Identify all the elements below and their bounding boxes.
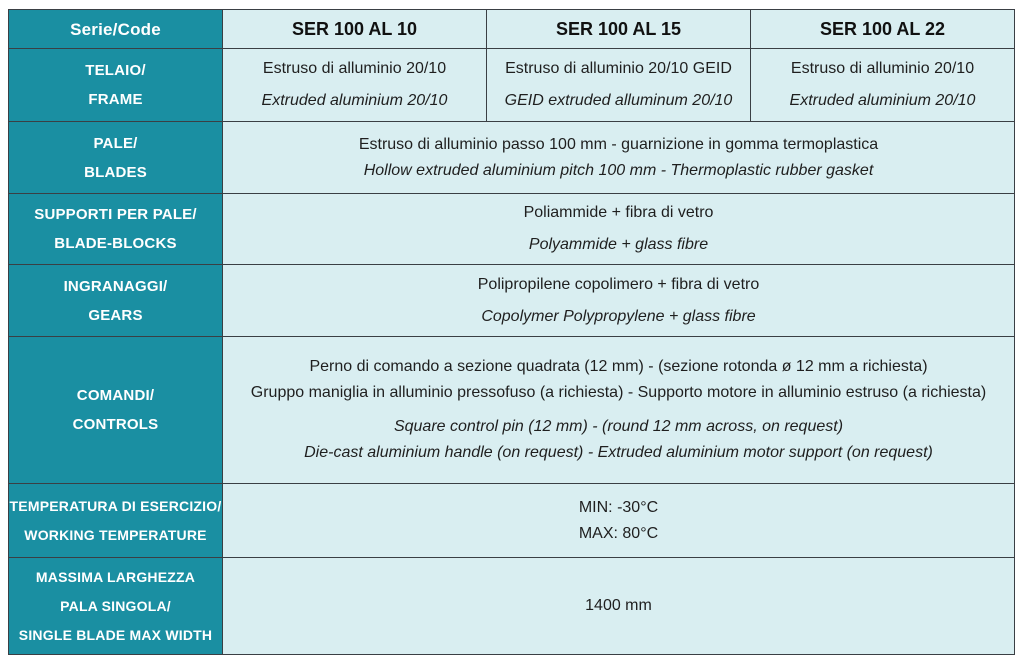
max-width-row	[9, 558, 1015, 655]
gears-label: INGRANAGGI/ GEARS	[9, 265, 223, 337]
frame-row	[9, 49, 1015, 122]
max-width-value: 1400 mm	[223, 558, 1015, 655]
frame-value-al10: Estruso di alluminio 20/10 Extruded aluminium 20/10	[223, 49, 487, 122]
frame-label: TELAIO/ FRAME	[9, 49, 223, 122]
blade-blocks-row	[9, 194, 1015, 265]
gears-value: Polipropilene copolimero + fibra di vetro Copolymer Polypropylene + glass fibre	[223, 265, 1015, 337]
controls-row	[9, 337, 1015, 484]
blades-label: PALE/ BLADES	[9, 122, 223, 194]
controls-label: COMANDI/ CONTROLS	[9, 337, 223, 484]
code-header-al10: SER 100 AL 10	[223, 10, 487, 49]
frame-value-al22: Estruso di alluminio 20/10 Extruded aluminium 20/10	[751, 49, 1015, 122]
temperature-max: MAX: 80°C	[578, 524, 659, 542]
temperature-min: MIN: -30°C	[578, 498, 659, 516]
temperature-row	[9, 484, 1015, 558]
blade-blocks-label: SUPPORTI PER PALE/ BLADE-BLOCKS	[9, 194, 223, 265]
frame-value-al15: Estruso di alluminio 20/10 GEID GEID extruded alluminum 20/10	[487, 49, 751, 122]
controls-value: Perno di comando a sezione quadrata (12 mm) - (sezione rotonda ø 12 mm a richiesta) Gruppo maniglia in alluminio pressofuso (a richiesta) - Supporto motore in alluminio estruso (a richiesta) Square control pin (12 mm) - (round 12 mm across, on request) Die-cast aluminium handle (on request) - Extruded aluminium motor support (on request)	[223, 337, 1015, 484]
max-width-label: MASSIMA LARGHEZZA PALA SINGOLA/ SINGLE BLADE MAX WIDTH	[9, 558, 223, 655]
code-header-al22: SER 100 AL 22	[751, 10, 1015, 49]
header-row	[9, 10, 1015, 49]
temperature-label: TEMPERATURA DI ESERCIZIO/ WORKING TEMPERATURE	[9, 484, 223, 558]
code-header-al15: SER 100 AL 15	[487, 10, 751, 49]
blades-value: Estruso di alluminio passo 100 mm - guarnizione in gomma termoplastica Hollow extruded aluminium pitch 100 mm - Thermoplastic rubber gasket	[223, 122, 1015, 194]
gears-row	[9, 265, 1015, 337]
serie-code-header: Serie/Code	[9, 10, 223, 49]
blades-row	[9, 122, 1015, 194]
temperature-value	[223, 484, 1015, 558]
blade-blocks-value: Poliammide + fibra di vetro Polyammide + glass fibre	[223, 194, 1015, 265]
spec-table	[8, 9, 1015, 655]
